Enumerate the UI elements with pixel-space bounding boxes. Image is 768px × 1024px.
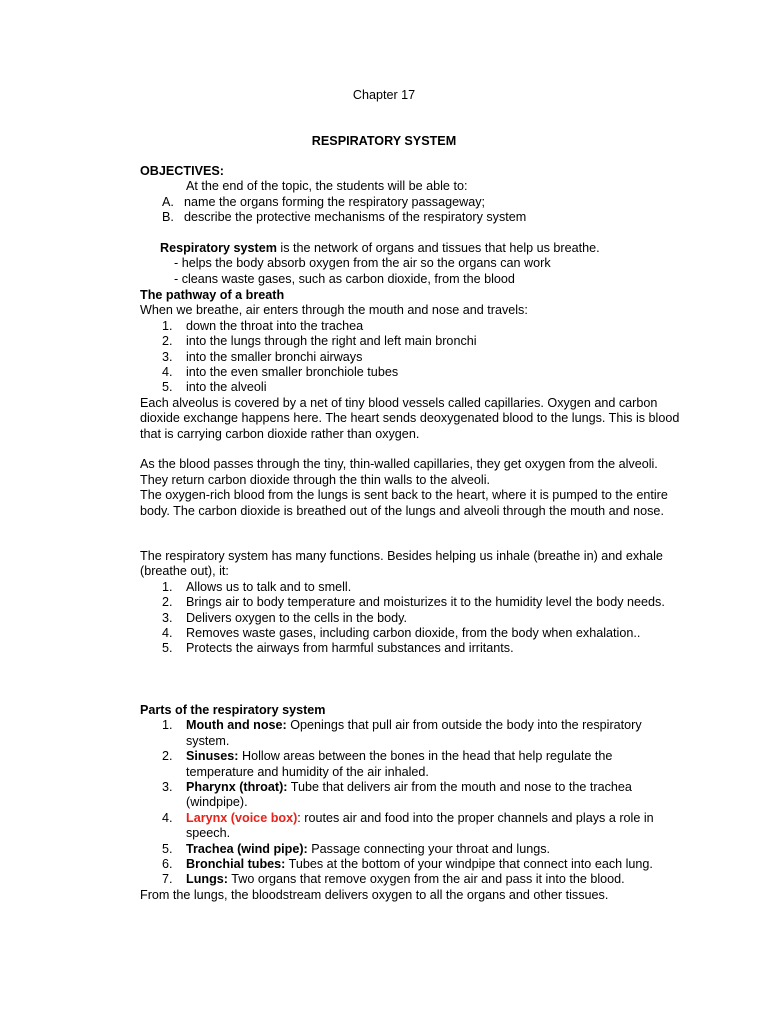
part-term: Lungs: <box>186 872 228 887</box>
list-text <box>186 842 680 857</box>
list-text <box>186 811 680 842</box>
objective-item <box>140 195 680 210</box>
part-term-highlighted: Larynx (voice box) <box>186 810 298 825</box>
list-item <box>140 780 680 811</box>
list-marker: 2. <box>162 595 173 610</box>
part-term: Mouth and nose: <box>186 718 287 733</box>
list-item <box>140 380 680 395</box>
list-item <box>140 811 680 842</box>
definition-bullet: - cleans waste gases, such as carbon dioxide, from the blood <box>174 271 515 286</box>
list-text: into the even smaller bronchiole tubes <box>186 365 399 380</box>
functions-section <box>140 549 680 657</box>
list-item <box>140 641 680 656</box>
objectives-heading: OBJECTIVES: <box>140 164 224 178</box>
list-text <box>186 872 680 887</box>
pathway-heading: The pathway of a breath <box>140 288 285 302</box>
list-marker: 4. <box>162 365 173 380</box>
list-marker: 1. <box>162 318 173 333</box>
part-term: Pharynx (throat): <box>186 780 288 795</box>
parts-heading: Parts of the respiratory system <box>140 703 326 717</box>
pathway-paragraph-3: The oxygen-rich blood from the lungs is sent back to the heart, where it is pumped to the entire body. The carbon dioxide is breathed out of the lungs and alveoli through the mouth and nose. <box>140 488 668 518</box>
parts-section <box>140 703 680 903</box>
list-marker: 2. <box>162 749 173 764</box>
list-item <box>140 872 680 887</box>
part-term: Sinuses: <box>186 749 239 764</box>
definition-bullet: - helps the body absorb oxygen from the air so the organs can work <box>174 256 551 271</box>
list-text: Brings air to body temperature and moisturizes it to the humidity level the body needs. <box>186 595 665 610</box>
list-text <box>186 857 680 872</box>
list-item <box>140 334 680 349</box>
definition-line <box>140 241 680 256</box>
list-text: into the lungs through the right and left main bronchi <box>186 334 477 349</box>
pathway-section <box>140 288 680 519</box>
pathway-intro: When we breathe, air enters through the mouth and nose and travels: <box>140 303 528 318</box>
list-item <box>140 626 680 641</box>
list-text <box>186 749 680 780</box>
list-marker: 5. <box>162 380 173 395</box>
part-text: Hollow areas between the bones in the head that help regulate the temperature and humidity of the air inhaled. <box>186 749 613 779</box>
list-marker: 1. <box>162 718 173 733</box>
list-item <box>140 842 680 857</box>
part-text: Passage connecting your throat and lungs. <box>307 841 551 856</box>
list-marker: 3. <box>162 780 173 795</box>
part-text: Two organs that remove oxygen from the air and pass it into the blood. <box>227 872 625 887</box>
part-text: : routes air and food into the proper channels and plays a role in speech. <box>186 810 654 841</box>
part-term: Trachea (wind pipe): <box>186 841 308 856</box>
list-marker: 4. <box>162 626 173 641</box>
pathway-paragraph-2: As the blood passes through the tiny, thin-walled capillaries, they get oxygen from the alveoli. They return carbon dioxide through the thin walls to the alveoli. <box>140 457 658 487</box>
list-marker: 2. <box>162 334 173 349</box>
objective-text: name the organs forming the respiratory passageway; <box>184 194 486 209</box>
list-marker: 1. <box>162 579 173 594</box>
list-marker: 7. <box>162 872 173 887</box>
objective-marker: B. <box>162 210 174 225</box>
objective-text: describe the protective mechanisms of the respiratory system <box>184 210 527 225</box>
list-marker: 5. <box>162 641 173 656</box>
list-item <box>140 718 680 749</box>
list-marker: 4. <box>162 810 173 825</box>
list-item <box>140 749 680 780</box>
objective-marker: A. <box>162 194 174 209</box>
list-text: Allows us to talk and to smell. <box>186 579 352 594</box>
parts-closing: From the lungs, the bloodstream delivers oxygen to all the organs and other tissues. <box>140 887 609 902</box>
pathway-steps <box>140 319 680 396</box>
list-text: into the smaller bronchi airways <box>186 349 363 364</box>
list-marker: 5. <box>162 841 173 856</box>
objective-item <box>140 210 680 225</box>
list-text <box>186 780 680 811</box>
objectives-section <box>140 164 680 226</box>
list-item <box>140 580 680 595</box>
list-item <box>140 857 680 872</box>
list-item <box>140 595 680 610</box>
chapter-title: RESPIRATORY SYSTEM <box>311 134 457 148</box>
functions-list <box>140 580 680 657</box>
definition-section <box>140 241 680 287</box>
list-marker: 6. <box>162 857 173 872</box>
part-text: Openings that pull air from outside the body into the respiratory system. <box>186 718 642 748</box>
list-text: Delivers oxygen to the cells in the body. <box>186 610 407 625</box>
list-text: down the throat into the trachea <box>186 318 364 333</box>
objectives-intro: At the end of the topic, the students will be able to: <box>186 179 468 194</box>
part-text: Tubes at the bottom of your windpipe that connect into each lung. <box>285 857 653 872</box>
chapter-label: Chapter 17 <box>352 88 416 102</box>
list-item <box>140 319 680 334</box>
part-term: Bronchial tubes: <box>186 857 286 872</box>
list-item <box>140 350 680 365</box>
list-item <box>140 611 680 626</box>
functions-intro: The respiratory system has many functions. Besides helping us inhale (breathe in) and exhale (breathe out), it: <box>140 549 663 579</box>
part-text: Tube that delivers air from the mouth and nose to the trachea (windpipe). <box>186 780 632 810</box>
list-text: into the alveoli <box>186 380 267 395</box>
list-marker: 3. <box>162 610 173 625</box>
definition-term: Respiratory system <box>160 241 277 255</box>
definition-text: is the network of organs and tissues that help us breathe. <box>276 241 600 255</box>
pathway-paragraph-1: Each alveolus is covered by a net of tiny blood vessels called capillaries. Oxygen and carbon dioxide exchange happens here. The heart sends deoxygenated blood to the lungs. This is blood that is carrying carbon dioxide rather than oxygen. <box>140 395 680 441</box>
list-item <box>140 365 680 380</box>
list-text <box>186 718 680 749</box>
list-text: Removes waste gases, including carbon dioxide, from the body when exhalation.. <box>186 626 641 641</box>
list-text: Protects the airways from harmful substances and irritants. <box>186 641 514 656</box>
list-marker: 3. <box>162 349 173 364</box>
parts-list <box>140 718 680 887</box>
